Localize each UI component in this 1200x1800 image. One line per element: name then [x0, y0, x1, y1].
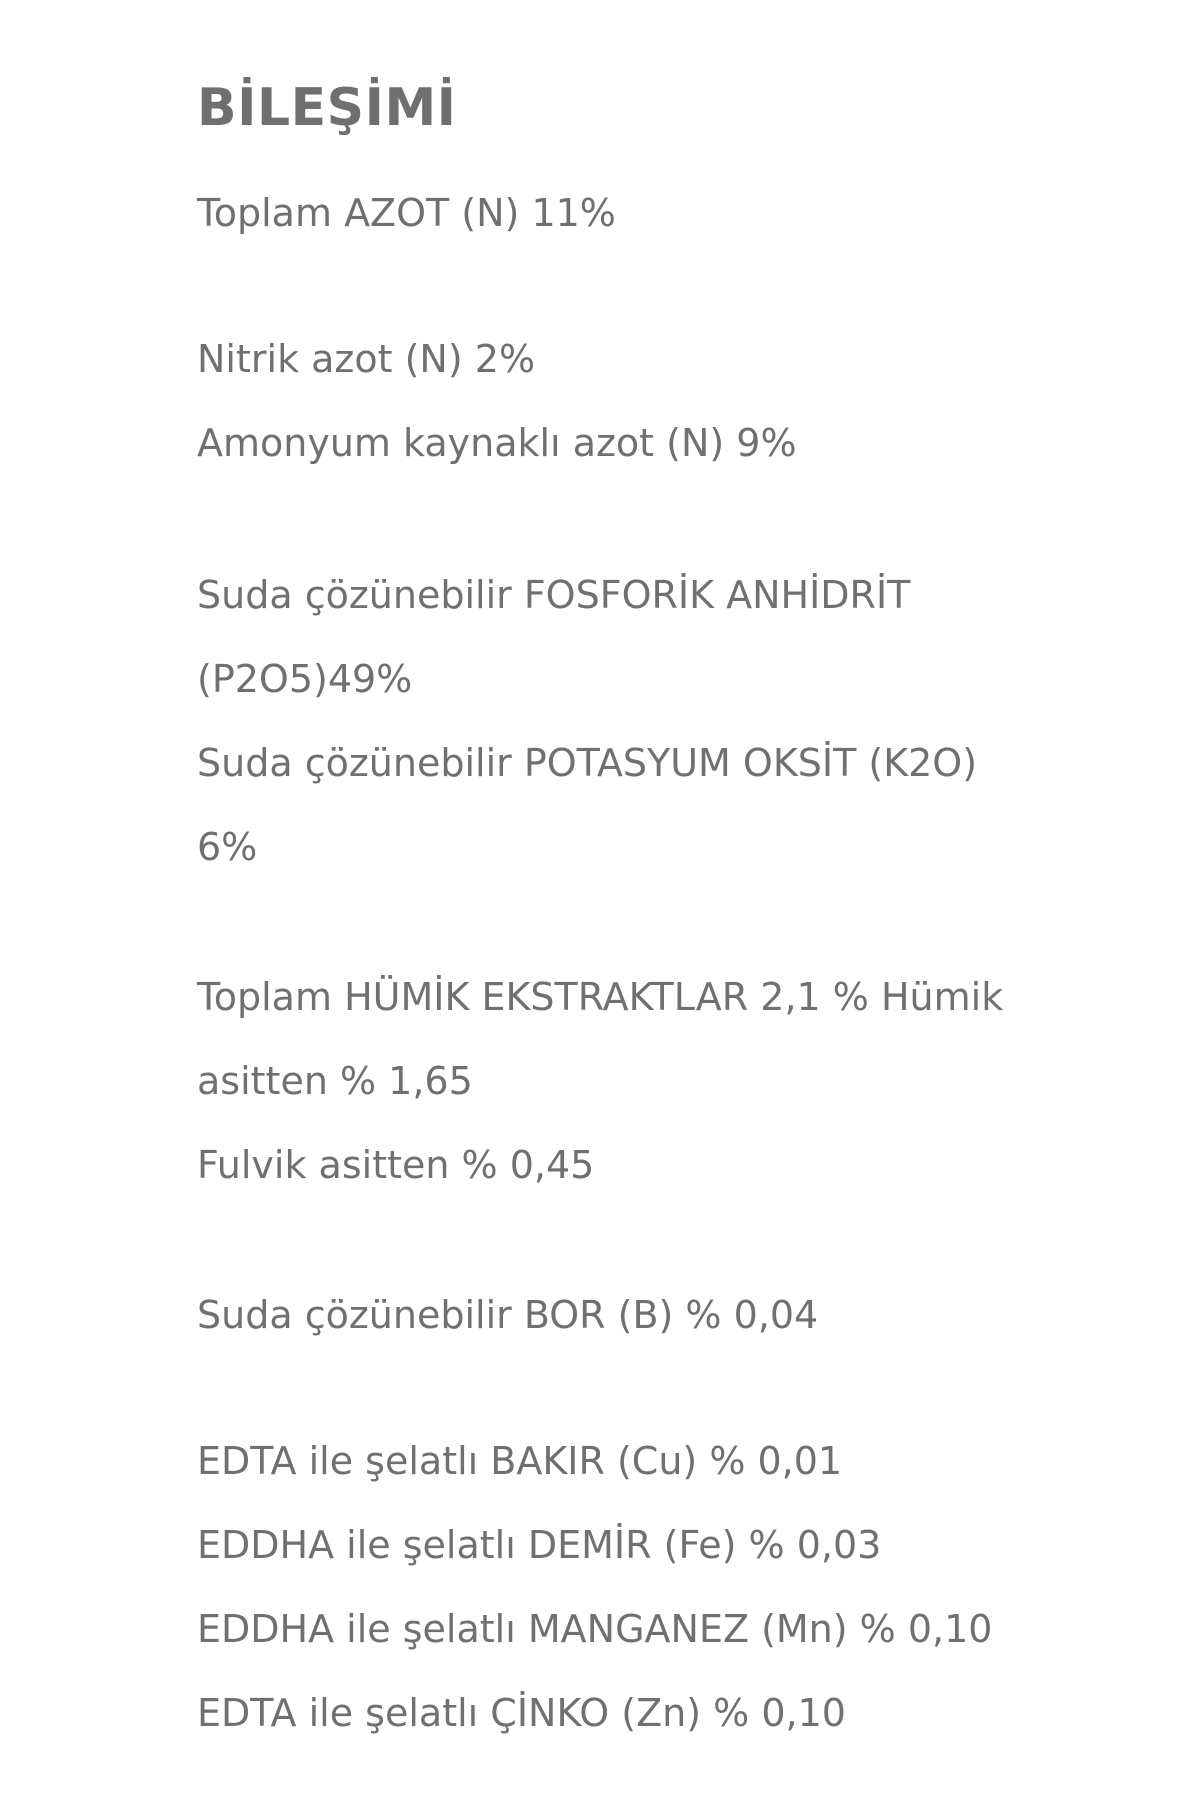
composition-line: EDTA ile şelatlı ÇİNKO (Zn) % 0,10 — [197, 1691, 846, 1735]
composition-line: asitten % 1,65 — [197, 1059, 473, 1103]
composition-line: (P2O5)49% — [197, 657, 413, 701]
composition-line: EDDHA ile şelatlı MANGANEZ (Mn) % 0,10 — [197, 1607, 993, 1651]
total-nitrogen-group — [197, 171, 1097, 255]
chelated-micronutrients-group — [197, 1419, 1097, 1755]
humic-extracts-group — [197, 955, 1097, 1207]
composition-line: Toplam AZOT (N) 11% — [197, 191, 616, 235]
composition-line: EDTA ile şelatlı BAKIR (Cu) % 0,01 — [197, 1439, 843, 1483]
composition-line: Fulvik asitten % 0,45 — [197, 1143, 595, 1187]
composition-line: EDDHA ile şelatlı DEMİR (Fe) % 0,03 — [197, 1523, 882, 1567]
section-title: BİLEŞİMİ — [197, 78, 457, 138]
composition-line: Suda çözünebilir FOSFORİK ANHİDRİT — [197, 573, 911, 617]
boron-group — [197, 1273, 1097, 1357]
composition-line: 6% — [197, 825, 258, 869]
phosphorus-potassium-group — [197, 553, 1097, 889]
composition-line: Toplam HÜMİK EKSTRAKTLAR 2,1 % Hümik — [197, 975, 1004, 1019]
composition-line: Suda çözünebilir BOR (B) % 0,04 — [197, 1293, 819, 1337]
nitrogen-breakdown-group — [197, 317, 1097, 485]
composition-line: Nitrik azot (N) 2% — [197, 337, 536, 381]
composition-line: Amonyum kaynaklı azot (N) 9% — [197, 421, 797, 465]
composition-line: Suda çözünebilir POTASYUM OKSİT (K2O) — [197, 741, 978, 785]
